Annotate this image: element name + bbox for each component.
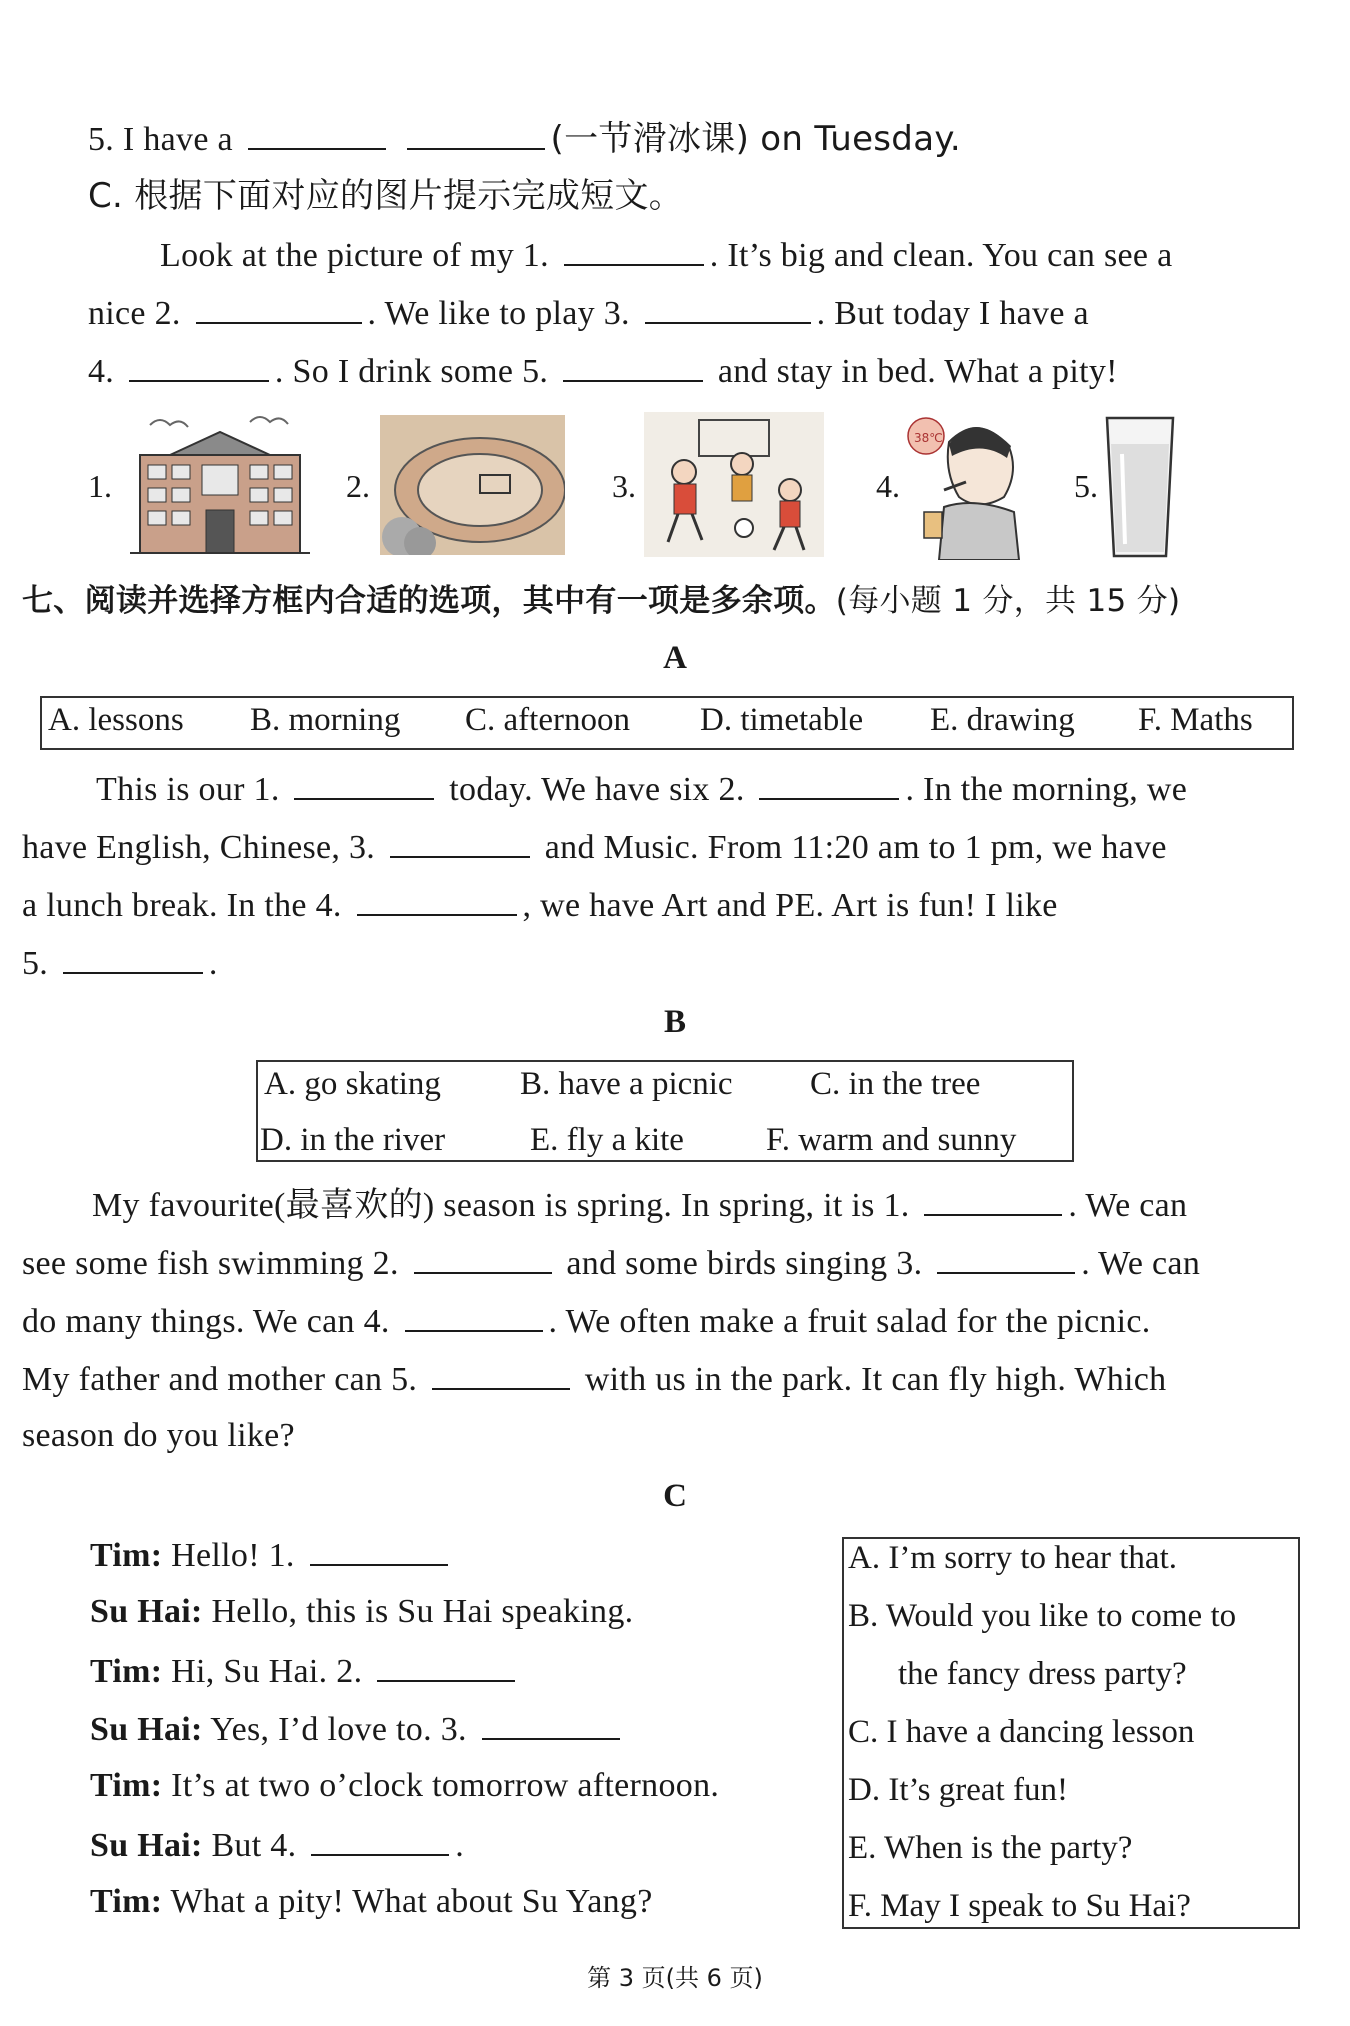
speaker: Su Hai: bbox=[90, 1711, 203, 1748]
text: Look at the picture of my 1. bbox=[160, 237, 549, 274]
part-a-line-4: 5. . bbox=[22, 942, 218, 984]
part-a-label: A bbox=[663, 640, 687, 676]
text: . We can bbox=[1081, 1245, 1201, 1282]
option: A. I’m sorry to hear that. bbox=[848, 1540, 1177, 1576]
answer-blank[interactable] bbox=[414, 1242, 552, 1274]
answer-blank[interactable] bbox=[564, 234, 704, 266]
text: and some birds singing 3. bbox=[566, 1245, 923, 1282]
text: a lunch break. In the 4. bbox=[22, 887, 342, 924]
speaker: Tim: bbox=[90, 1883, 163, 1920]
text: Hi, Su Hai. 2. bbox=[171, 1653, 363, 1690]
text: and stay in bed. What a pity! bbox=[717, 353, 1118, 390]
picpassage-line-3 bbox=[88, 350, 1118, 392]
answer-blank[interactable] bbox=[129, 350, 269, 382]
text: What a pity! What about Su Yang? bbox=[170, 1883, 653, 1920]
text: see some fish swimming 2. bbox=[22, 1245, 399, 1282]
text: today. We have six 2. bbox=[449, 771, 745, 808]
text: nice 2. bbox=[88, 295, 181, 332]
children-playing-football-icon bbox=[644, 412, 824, 557]
speaker: Tim: bbox=[90, 1653, 163, 1690]
option: D. in the river bbox=[260, 1122, 446, 1158]
answer-blank[interactable] bbox=[432, 1358, 570, 1390]
q5-prefix: 5. I have a bbox=[88, 121, 233, 158]
pic-number: 3. bbox=[612, 468, 636, 504]
dialog-line-6: Su Hai: But 4. . bbox=[90, 1824, 464, 1866]
text: with us in the park. It can fly high. Which bbox=[584, 1361, 1167, 1398]
text: My favourite(最喜欢的) season is spring. In spring, it is 1. bbox=[92, 1187, 910, 1224]
sick-boy-icon bbox=[904, 412, 1024, 560]
fever-label: 38℃ bbox=[914, 431, 943, 445]
text: Hello! 1. bbox=[171, 1537, 295, 1574]
answer-blank[interactable] bbox=[405, 1300, 543, 1332]
text: Hello, this is Su Hai speaking. bbox=[211, 1593, 634, 1630]
option: A. lessons bbox=[48, 702, 184, 738]
q5-line bbox=[88, 118, 961, 160]
text: . But today I have a bbox=[816, 295, 1089, 332]
text: But 4. bbox=[211, 1827, 297, 1864]
answer-blank[interactable] bbox=[294, 768, 434, 800]
option: B. Would you like to come to bbox=[848, 1598, 1237, 1634]
text: 4. bbox=[88, 353, 115, 390]
answer-blank[interactable] bbox=[759, 768, 899, 800]
answer-blank[interactable] bbox=[482, 1708, 620, 1740]
text: , we have Art and PE. Art is fun! I like bbox=[522, 887, 1058, 924]
option: the fancy dress party? bbox=[898, 1656, 1187, 1692]
answer-blank[interactable] bbox=[248, 118, 386, 150]
answer-blank[interactable] bbox=[924, 1184, 1062, 1216]
answer-blank[interactable] bbox=[407, 118, 545, 150]
picpassage-line-2 bbox=[88, 292, 1089, 334]
option: D. timetable bbox=[700, 702, 864, 738]
playground-icon bbox=[380, 415, 565, 555]
text: It’s at two o’clock tomorrow afternoon. bbox=[171, 1767, 720, 1804]
answer-blank[interactable] bbox=[390, 826, 530, 858]
answer-blank[interactable] bbox=[63, 942, 203, 974]
text: My father and mother can 5. bbox=[22, 1361, 418, 1398]
option: F. Maths bbox=[1138, 702, 1253, 738]
text: . We can bbox=[1068, 1187, 1188, 1224]
answer-blank[interactable] bbox=[311, 1824, 449, 1856]
part-a-option-box bbox=[40, 696, 1294, 750]
dialog-line-2 bbox=[90, 1592, 633, 1632]
text: . In the morning, we bbox=[905, 771, 1188, 808]
part-b-line-5: season do you like? bbox=[22, 1417, 295, 1454]
page-footer: 第 3 页(共 6 页) bbox=[587, 1964, 763, 1992]
text: have English, Chinese, 3. bbox=[22, 829, 376, 866]
option: E. drawing bbox=[930, 702, 1075, 738]
dialog-line-4 bbox=[90, 1708, 626, 1750]
dialog-line-7 bbox=[90, 1882, 653, 1922]
text: . It’s big and clean. You can see a bbox=[709, 237, 1173, 274]
option: F. warm and sunny bbox=[766, 1122, 1017, 1158]
text: 5. bbox=[22, 945, 49, 982]
answer-blank[interactable] bbox=[377, 1650, 515, 1682]
section-c-title: C. 根据下面对应的图片提示完成短文。 bbox=[88, 176, 684, 216]
speaker: Su Hai: bbox=[90, 1827, 203, 1864]
option: C. I have a dancing lesson bbox=[848, 1714, 1195, 1750]
section-score: (每小题 1 分，共 15 分) bbox=[835, 583, 1181, 619]
answer-blank[interactable] bbox=[196, 292, 362, 324]
glass-of-water-icon bbox=[1104, 414, 1176, 560]
speaker: Tim: bbox=[90, 1767, 163, 1804]
section-7-heading bbox=[22, 581, 1180, 621]
text: . We like to play 3. bbox=[367, 295, 630, 332]
option: B. have a picnic bbox=[520, 1066, 733, 1102]
text: do many things. We can 4. bbox=[22, 1303, 390, 1340]
option: D. It’s great fun! bbox=[848, 1772, 1068, 1808]
option: A. go skating bbox=[264, 1066, 441, 1102]
option: C. in the tree bbox=[810, 1066, 981, 1102]
part-b-line-4 bbox=[22, 1358, 1166, 1400]
dialog-line-1 bbox=[90, 1534, 454, 1576]
dialog-line-5 bbox=[90, 1766, 719, 1806]
speaker: Su Hai: bbox=[90, 1593, 203, 1630]
pic-number: 5. bbox=[1074, 468, 1098, 504]
pic-number: 1. bbox=[88, 468, 112, 504]
part-a-line-2 bbox=[22, 826, 1167, 868]
text: Yes, I’d love to. 3. bbox=[210, 1711, 467, 1748]
answer-blank[interactable] bbox=[310, 1534, 448, 1566]
part-c-label: C bbox=[663, 1478, 687, 1514]
option: E. fly a kite bbox=[530, 1122, 684, 1158]
q5-hint: (一节滑冰课) on Tuesday. bbox=[550, 119, 962, 159]
answer-blank[interactable] bbox=[645, 292, 811, 324]
part-b-line-1 bbox=[92, 1184, 1187, 1226]
answer-blank[interactable] bbox=[563, 350, 703, 382]
text: . We often make a fruit salad for the picnic. bbox=[548, 1303, 1151, 1340]
picpassage-line-1 bbox=[160, 234, 1173, 276]
part-b-line-3 bbox=[22, 1300, 1151, 1342]
answer-blank[interactable] bbox=[937, 1242, 1075, 1274]
text: and Music. From 11:20 am to 1 pm, we have bbox=[544, 829, 1167, 866]
option: E. When is the party? bbox=[848, 1830, 1133, 1866]
part-a-line-1 bbox=[96, 768, 1187, 810]
text: . So I drink some 5. bbox=[274, 353, 549, 390]
speaker: Tim: bbox=[90, 1537, 163, 1574]
part-b-line-2 bbox=[22, 1242, 1200, 1284]
text: This is our 1. bbox=[96, 771, 280, 808]
school-building-icon bbox=[130, 410, 310, 555]
part-b-label: B bbox=[663, 1004, 686, 1040]
pic-number: 2. bbox=[346, 468, 370, 504]
dialog-line-3 bbox=[90, 1650, 521, 1692]
section-title: 七、阅读并选择方框内合适的选项，其中有一项是多余项。 bbox=[22, 583, 836, 619]
part-a-line-3 bbox=[22, 884, 1058, 926]
option: C. afternoon bbox=[465, 702, 630, 738]
option: F. May I speak to Su Hai? bbox=[848, 1888, 1191, 1924]
answer-blank[interactable] bbox=[357, 884, 517, 916]
pic-number: 4. bbox=[876, 468, 900, 504]
option: B. morning bbox=[250, 702, 401, 738]
